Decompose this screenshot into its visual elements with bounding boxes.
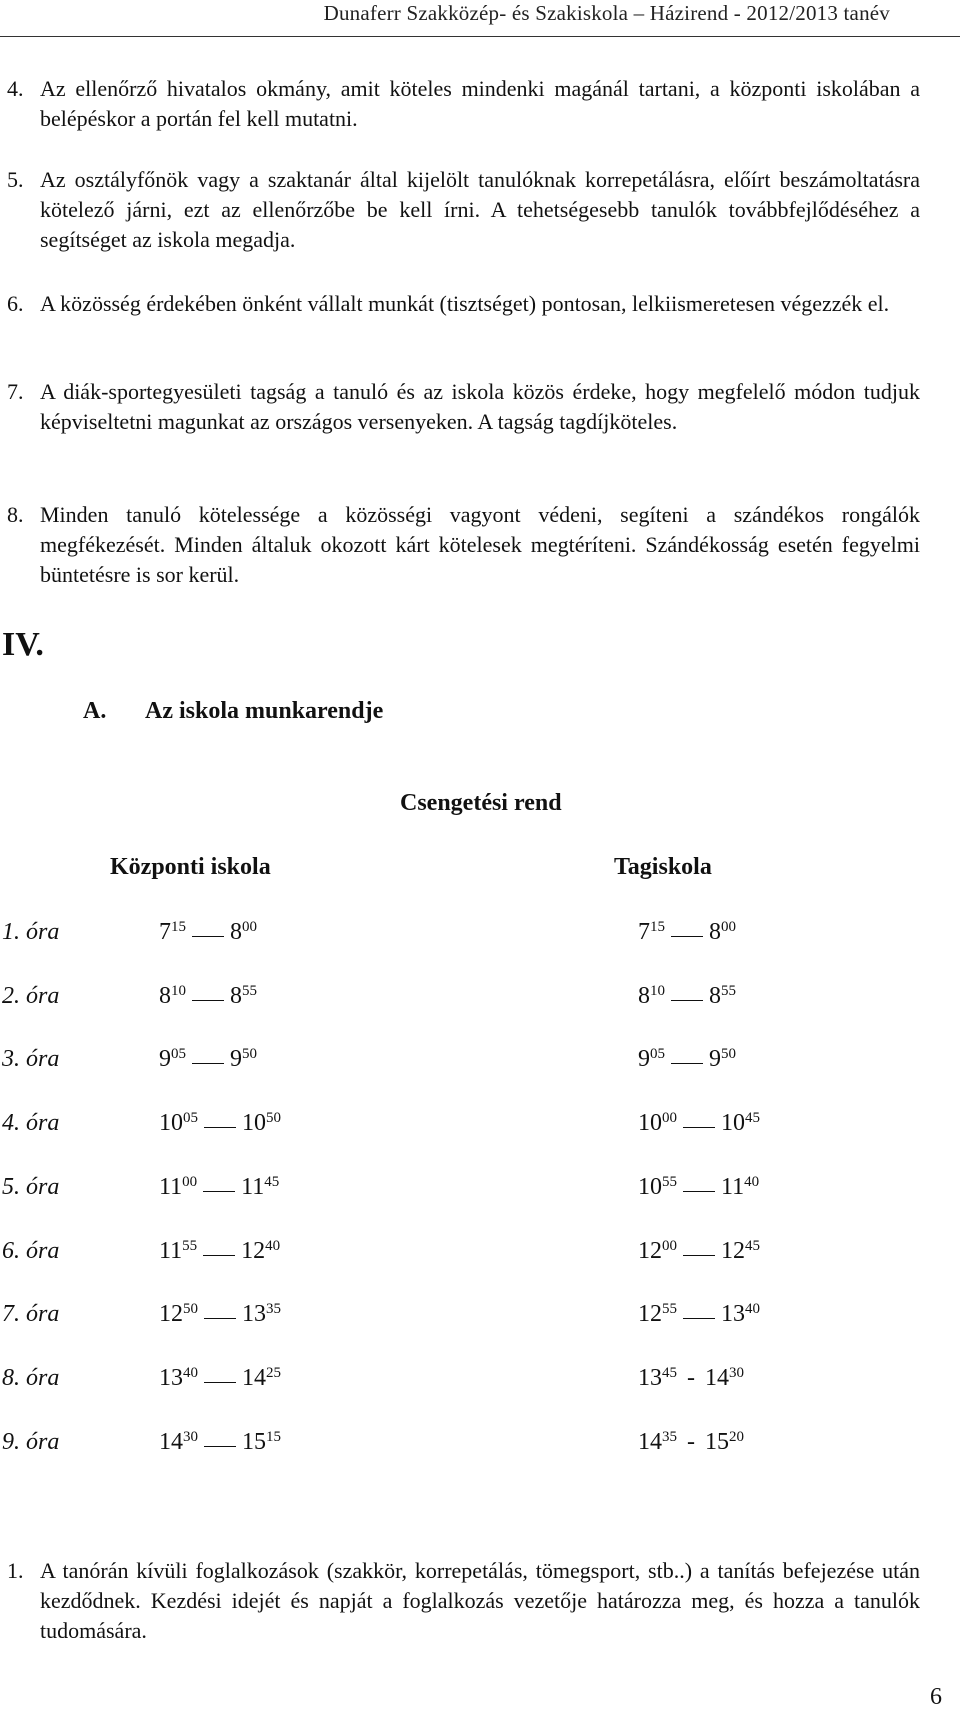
rule-item-6 xyxy=(7,289,920,319)
lesson-label: 8. óra xyxy=(2,1365,60,1391)
time-dash xyxy=(671,936,703,937)
end-minute: 55 xyxy=(242,983,257,999)
start-hour: 12 xyxy=(638,1301,662,1327)
item-text: Minden tanuló kötelessége a közösségi vagyont védeni, segíteni a szándékos rongálók megfékezését. Minden általuk okozott kárt kötelesek megtéríteni. Szándékosság esetén fegyelmi büntetésre is sor kerül. xyxy=(40,502,920,587)
central-time xyxy=(159,983,257,1010)
end-minute: 15 xyxy=(266,1429,281,1445)
start-hour: 7 xyxy=(638,919,650,945)
lesson-label: 1. óra xyxy=(2,919,60,945)
rule-item-4 xyxy=(7,74,920,134)
start-minute: 15 xyxy=(171,919,186,935)
item-number: 4. xyxy=(7,76,24,101)
start-minute: 00 xyxy=(182,1174,198,1190)
column-header-central: Központi iskola xyxy=(110,854,271,880)
start-hour: 8 xyxy=(159,983,171,1009)
end-minute: 40 xyxy=(745,1301,760,1317)
item-text: Az ellenőrző hivatalos okmány, amit köteles mindenki magánál tartani, a központi iskolában a belépéskor a portán fel kell mutatni. xyxy=(40,76,920,131)
time-dash xyxy=(683,1318,715,1319)
end-minute: 40 xyxy=(744,1174,760,1190)
branch-time xyxy=(638,919,736,946)
end-minute: 45 xyxy=(264,1174,280,1190)
bell-schedule-title: Csengetési rend xyxy=(400,790,562,816)
start-hour: 12 xyxy=(159,1301,183,1327)
branch-time: $13^{45} - 14^{30}$ xyxy=(638,1365,744,1391)
item-text: A közösség érdekében önként vállalt munkát (tisztséget) pontosan, lelkiismeretesen végezzék el. xyxy=(40,291,890,316)
start-minute: 10 xyxy=(171,983,186,999)
central-time xyxy=(159,1046,257,1073)
end-minute: 45 xyxy=(745,1238,760,1254)
item-number: 8. xyxy=(7,502,24,527)
end-hour: 11 xyxy=(241,1174,265,1200)
start-minute: 40 xyxy=(183,1365,198,1381)
rule-item-5 xyxy=(7,165,920,255)
section-letter: A. xyxy=(83,698,107,724)
start-hour: 13 xyxy=(159,1365,183,1391)
start-minute: 55 xyxy=(662,1174,677,1190)
start-minute: 45 xyxy=(662,1365,677,1381)
bell-row xyxy=(0,1168,960,1216)
start-hour: 7 xyxy=(159,919,171,945)
time-dash xyxy=(204,1446,236,1447)
end-minute: 30 xyxy=(729,1365,744,1381)
start-hour: 8 xyxy=(638,983,650,1009)
end-minute: 50 xyxy=(242,1046,257,1062)
start-hour: 9 xyxy=(159,1046,171,1072)
item-text: A tanórán kívüli foglalkozások (szakkör, korrepetálás, tömegsport, stb..) a tanítás befejezése után kezdődnek. Kezdési idejét és napját a foglalkozás vezetője határozza meg, és hozza a tanulók tudomására. xyxy=(40,1558,920,1643)
central-time xyxy=(159,1301,281,1328)
lesson-label: 6. óra xyxy=(2,1238,60,1264)
start-hour: 9 xyxy=(638,1046,650,1072)
end-minute: 00 xyxy=(242,919,257,935)
start-hour: 11 xyxy=(159,1238,183,1264)
page-header xyxy=(0,0,960,34)
start-hour: 14 xyxy=(638,1429,662,1455)
start-minute: 15 xyxy=(650,919,665,935)
time-dash xyxy=(671,1000,703,1001)
item-text: Az osztályfőnök vagy a szaktanár által kijelölt tanulóknak korrepetálásra, előírt beszámoltatásra kötelező járni, ezt az ellenőrzőbe be kell írni. A tehetségesebb tanulók továbbfejlődéséhez a segítséget az iskola megadja. xyxy=(40,167,920,252)
time-dash xyxy=(192,1063,224,1064)
time-dash xyxy=(192,1000,224,1001)
section-heading xyxy=(83,698,383,725)
item-number: 6. xyxy=(7,291,24,316)
branch-time: $14^{35} - 15^{20}$ xyxy=(638,1429,744,1455)
end-hour: 8 xyxy=(709,983,721,1009)
lesson-label: 5. óra xyxy=(2,1174,60,1200)
lesson-label: 3. óra xyxy=(2,1046,60,1072)
end-hour: 8 xyxy=(709,919,721,945)
start-minute: 30 xyxy=(183,1429,198,1445)
bell-row xyxy=(0,977,960,1025)
central-time xyxy=(159,919,257,946)
lesson-label: 9. óra xyxy=(2,1429,60,1455)
bell-row xyxy=(0,1295,960,1343)
start-hour: 13 xyxy=(638,1365,662,1391)
start-minute: 00 xyxy=(662,1238,677,1254)
end-hour: 12 xyxy=(721,1238,745,1264)
branch-time xyxy=(638,1046,736,1073)
bell-row xyxy=(0,1104,960,1152)
end-hour: 14 xyxy=(242,1365,266,1391)
time-dash xyxy=(671,1063,703,1064)
end-hour: 15 xyxy=(242,1429,266,1455)
central-time xyxy=(159,1110,281,1137)
header-rule xyxy=(0,36,960,37)
end-hour: 12 xyxy=(241,1238,266,1264)
start-minute: 50 xyxy=(183,1301,198,1317)
end-minute: 25 xyxy=(266,1365,281,1381)
start-hour: 14 xyxy=(159,1429,183,1455)
time-dash xyxy=(192,936,224,937)
bell-row xyxy=(0,913,960,961)
time-dash xyxy=(204,1382,236,1383)
start-hour: 11 xyxy=(159,1174,183,1200)
branch-time xyxy=(638,1110,760,1137)
branch-time xyxy=(638,1238,760,1265)
start-minute: 35 xyxy=(662,1429,677,1445)
end-minute: 35 xyxy=(266,1301,281,1317)
start-minute: 00 xyxy=(662,1110,677,1126)
start-minute: 05 xyxy=(183,1110,198,1126)
afterschool-paragraph xyxy=(7,1556,920,1646)
central-time xyxy=(159,1365,281,1392)
branch-time xyxy=(638,1301,760,1328)
end-hour: 9 xyxy=(230,1046,242,1072)
start-hour: 10 xyxy=(638,1110,662,1136)
end-hour: 9 xyxy=(709,1046,721,1072)
end-hour: 10 xyxy=(242,1110,266,1136)
rule-item-8 xyxy=(7,500,920,590)
start-minute: 05 xyxy=(171,1046,186,1062)
start-hour: 12 xyxy=(638,1238,662,1264)
branch-time xyxy=(638,1174,759,1201)
start-minute: 05 xyxy=(650,1046,665,1062)
end-hour: 15 xyxy=(705,1429,729,1455)
branch-time xyxy=(638,983,736,1010)
bell-row xyxy=(0,1359,960,1407)
item-number: 1. xyxy=(7,1558,24,1583)
time-dash xyxy=(203,1255,235,1256)
central-time xyxy=(159,1238,280,1265)
end-hour: 8 xyxy=(230,919,242,945)
end-hour: 11 xyxy=(721,1174,745,1200)
bell-row xyxy=(0,1232,960,1280)
time-dash xyxy=(683,1191,715,1192)
time-dash xyxy=(203,1191,235,1192)
bell-row xyxy=(0,1040,960,1088)
rule-item-7 xyxy=(7,377,920,437)
item-text: A diák-sportegyesületi tagság a tanuló és az iskola közös érdeke, hogy megfelelő módon tudjuk képviseltetni magunkat az országos versenyeken. A tagság tagdíjköteles. xyxy=(40,379,920,434)
start-minute: 55 xyxy=(182,1238,198,1254)
end-hour: 10 xyxy=(721,1110,745,1136)
end-minute: 20 xyxy=(729,1429,744,1445)
item-number: 7. xyxy=(7,379,24,404)
header-title: Dunaferr Szakközép- és Szakiskola – Házirend - 2012/2013 tanév xyxy=(323,1,890,25)
section-title: Az iskola munkarendje xyxy=(145,698,384,724)
bell-row xyxy=(0,1423,960,1471)
end-minute: 55 xyxy=(721,983,736,999)
central-time xyxy=(159,1174,279,1201)
lesson-label: 4. óra xyxy=(2,1110,60,1136)
page-number: 6 xyxy=(930,1684,942,1710)
start-minute: 10 xyxy=(650,983,665,999)
item-number: 5. xyxy=(7,167,24,192)
chapter-number: IV. xyxy=(2,626,44,663)
lesson-label: 2. óra xyxy=(2,983,60,1009)
column-header-branch: Tagiskola xyxy=(614,854,712,880)
end-minute: 00 xyxy=(721,919,736,935)
start-hour: 10 xyxy=(638,1174,662,1200)
time-dash xyxy=(683,1127,715,1128)
start-hour: 10 xyxy=(159,1110,183,1136)
end-minute: 45 xyxy=(745,1110,760,1126)
time-dash xyxy=(204,1318,236,1319)
lesson-label: 7. óra xyxy=(2,1301,60,1327)
time-dash xyxy=(683,1255,715,1256)
time-dash xyxy=(204,1127,236,1128)
end-minute: 50 xyxy=(721,1046,736,1062)
end-minute: 50 xyxy=(266,1110,281,1126)
end-hour: 8 xyxy=(230,983,242,1009)
end-hour: 13 xyxy=(721,1301,745,1327)
end-hour: 14 xyxy=(705,1365,729,1391)
end-minute: 40 xyxy=(265,1238,281,1254)
start-minute: 55 xyxy=(662,1301,677,1317)
end-hour: 13 xyxy=(242,1301,266,1327)
central-time xyxy=(159,1429,281,1456)
